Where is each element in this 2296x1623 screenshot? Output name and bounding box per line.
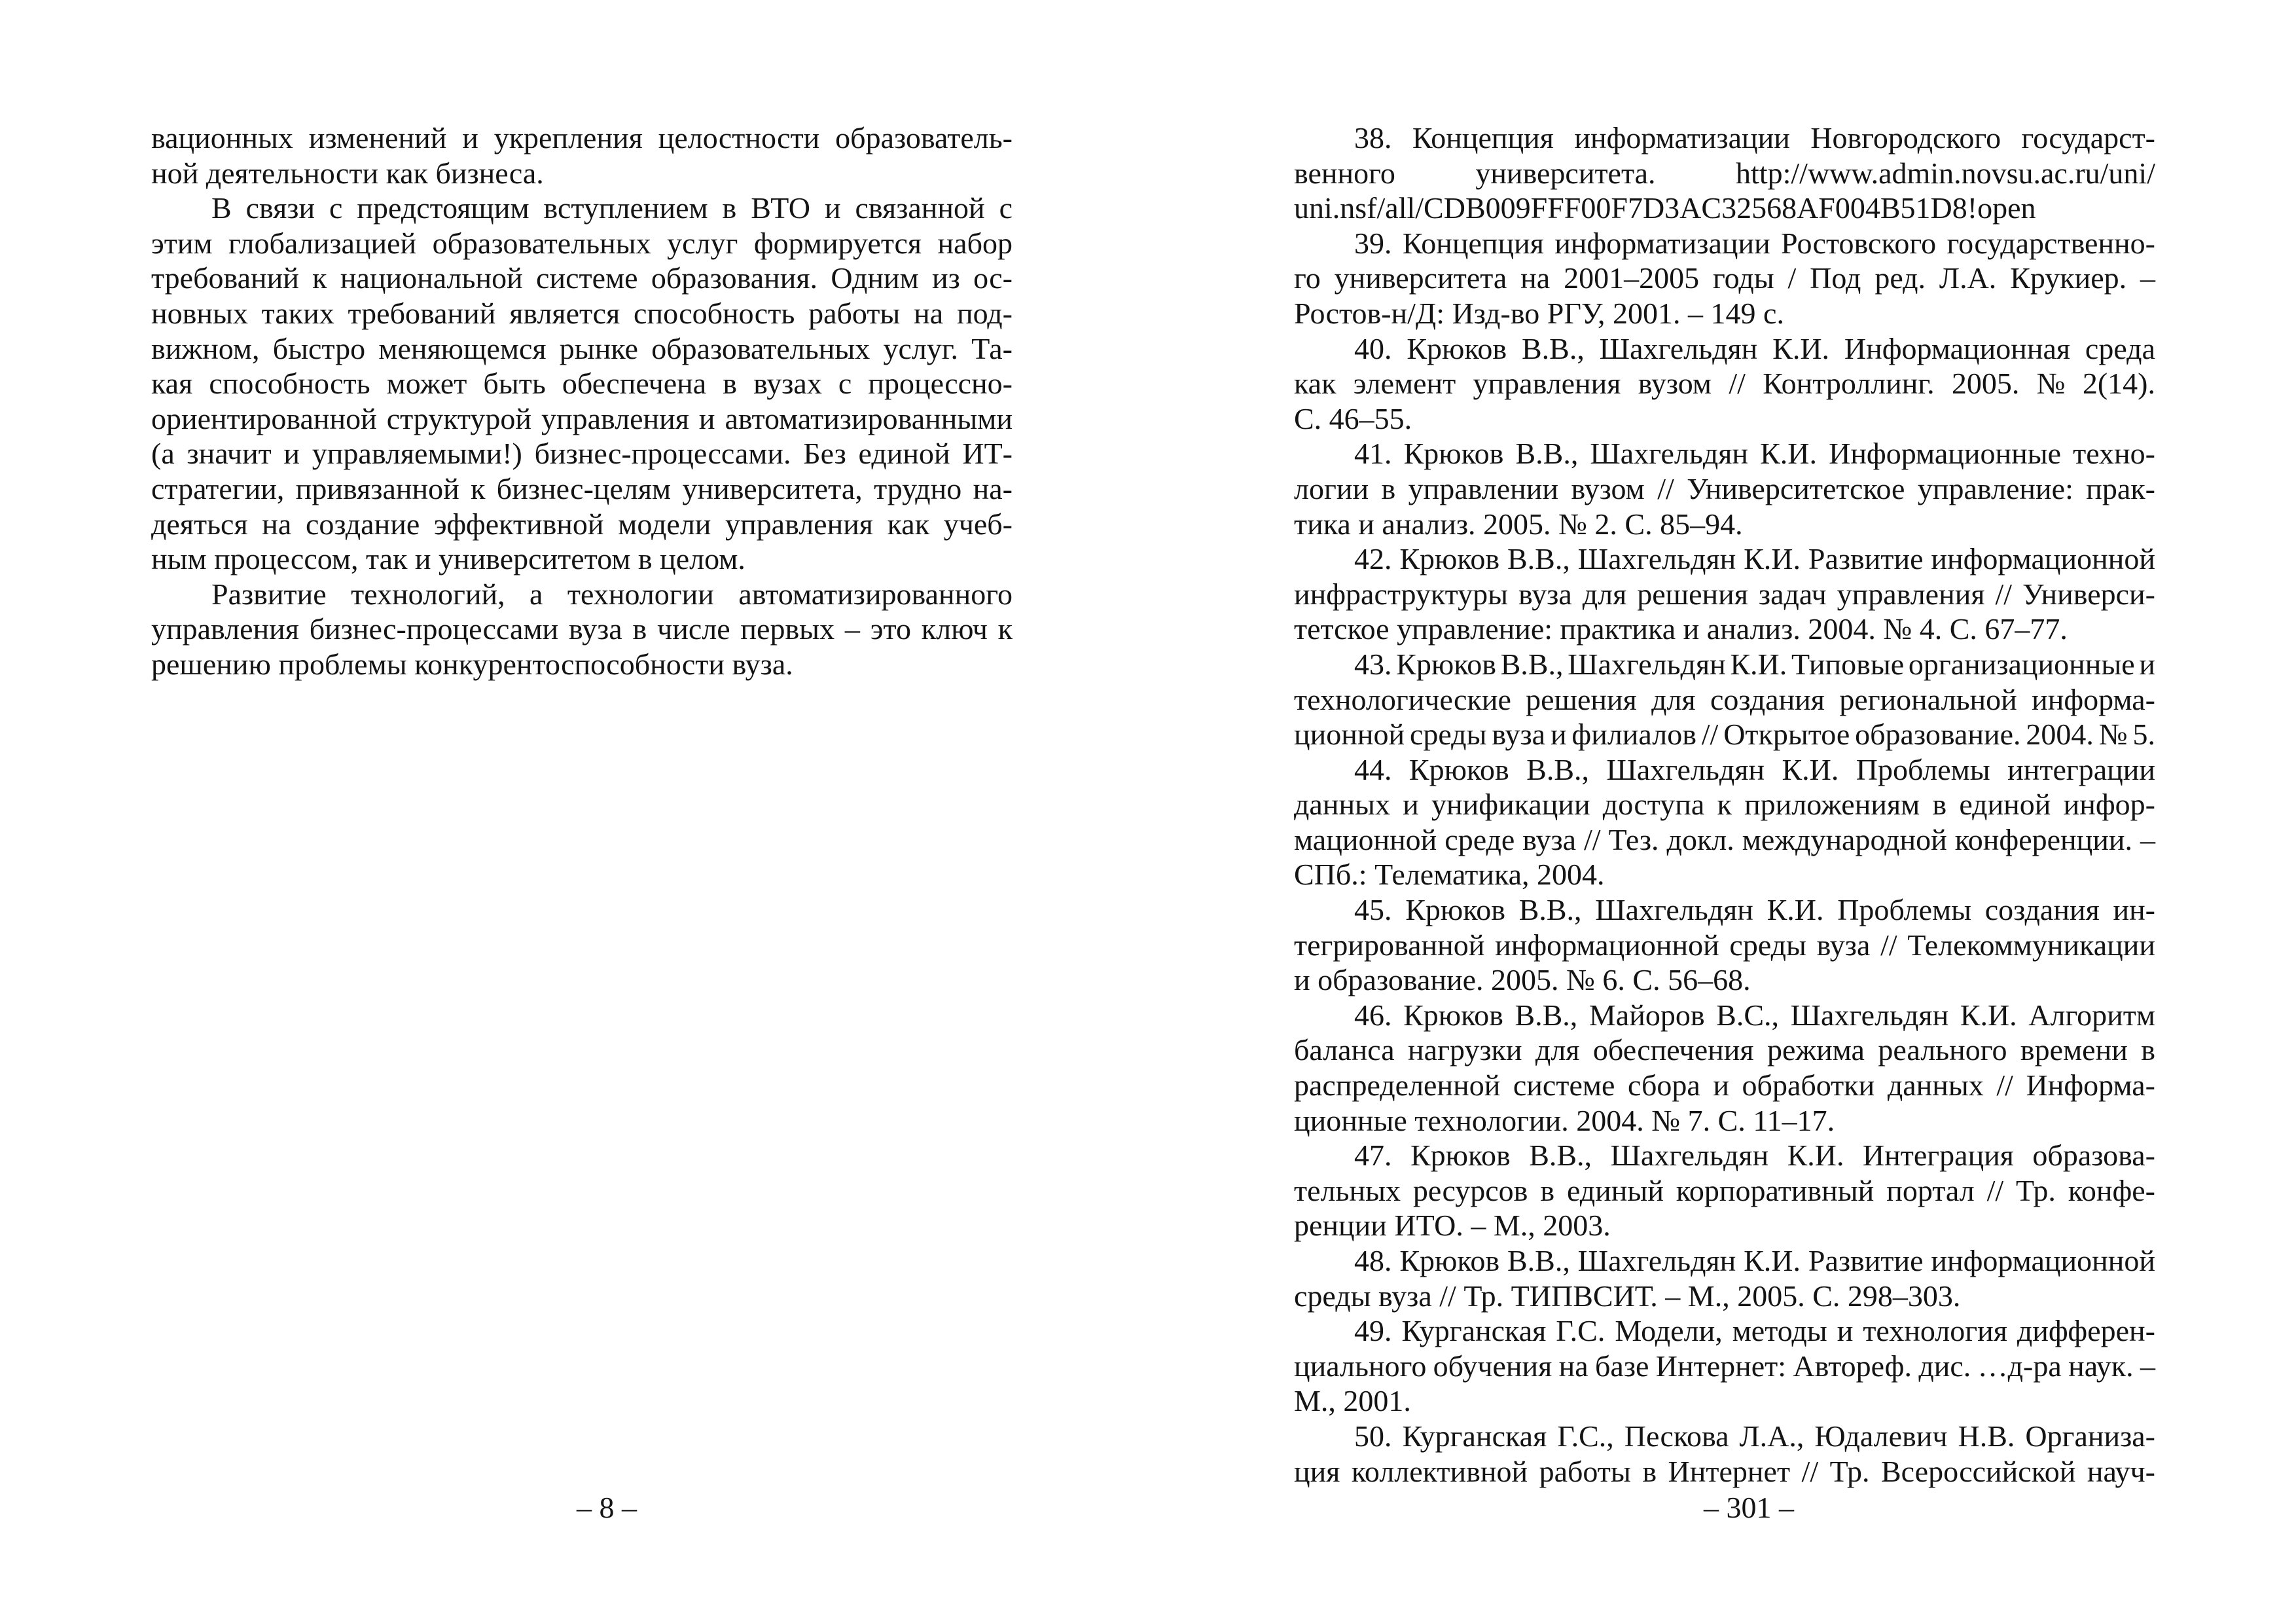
- text-line: [151, 471, 1013, 507]
- line-text: и образование. 2005. № 6. С. 56–68.: [1294, 963, 1751, 997]
- line-text: ориентированной структурой управления и автоматизированными: [151, 401, 1013, 435]
- paragraph: [151, 577, 1013, 682]
- text-line: [151, 647, 1013, 682]
- line-text: тетское управление: практика и анализ. 2004. № 4. С. 67–77.: [1294, 612, 2068, 646]
- line-text: стратегии, привязанной к бизнес-целям университета, трудно на-: [151, 471, 1013, 505]
- bibliography-entry: [1294, 226, 2155, 331]
- bibliography-entry: [1294, 1243, 2155, 1313]
- line-text: 50. Курганская Г.С., Пескова Л.А., Юдалевич Н.В. Организа-: [1354, 1419, 2155, 1453]
- line-text: го университета на 2001–2005 годы / Под ред. Л.А. Крукиер. –: [1294, 261, 2155, 295]
- line-text: баланса нагрузки для обеспечения режима реального времени в: [1294, 1033, 2155, 1067]
- bibliography-entry: [1294, 331, 2155, 437]
- text-line: [151, 261, 1013, 296]
- text-line: [1294, 471, 2155, 507]
- text-line: [151, 436, 1013, 471]
- text-line: [151, 296, 1013, 331]
- line-text: ция коллективной работы в Интернет // Тр. Всероссийской науч-: [1294, 1454, 2155, 1488]
- line-text: ной деятельности как бизнеса.: [151, 156, 544, 190]
- line-text: 48. Крюков В.В., Шахгельдян К.И. Развитие информационной: [1354, 1244, 2155, 1277]
- text-line: [1294, 1173, 2155, 1209]
- text-line: [1294, 1103, 2155, 1139]
- text-line: [1294, 120, 2155, 156]
- line-text: тегрированной информационной среды вуза // Телекоммуникации: [1294, 928, 2155, 962]
- line-text: 47. Крюков В.В., Шахгельдян К.И. Интеграция образова-: [1354, 1139, 2155, 1173]
- left-page-number: – 8 –: [577, 1491, 637, 1524]
- text-line: [1294, 261, 2155, 296]
- bibliography-entry: [1294, 436, 2155, 541]
- line-text: Развитие технологий, а технологии автоматизированного: [211, 577, 1013, 611]
- line-text: 38. Концепция информатизации Новгородского государст-: [1354, 121, 2155, 155]
- line-text: 43. Крюков В.В., Шахгельдян К.И. Типовые организационные и: [1354, 647, 2155, 681]
- line-text: 44. Крюков В.В., Шахгельдян К.И. Проблемы интеграции: [1354, 752, 2155, 786]
- line-text: uni.nsf/all/CDB009FFF00F7D3AC32568AF004B51D8!open: [1294, 191, 2036, 225]
- text-line: [1294, 296, 2155, 331]
- line-text: В связи с предстоящим вступлением в ВТО и связанной с: [211, 191, 1013, 225]
- text-line: [1294, 892, 2155, 928]
- text-line: [151, 401, 1013, 437]
- text-line: [1294, 717, 2155, 752]
- text-line: [1294, 1243, 2155, 1279]
- bibliography-entry: [1294, 647, 2155, 752]
- text-line: [1294, 857, 2155, 892]
- text-line: [1294, 1068, 2155, 1103]
- text-line: [151, 226, 1013, 261]
- line-text: 46. Крюков В.В., Майоров В.С., Шахгельдян К.И. Алгоритм: [1354, 998, 2155, 1032]
- line-text: логии в управлении вузом // Университетское управление: прак-: [1294, 471, 2155, 505]
- bibliography-entry: [1294, 1138, 2155, 1243]
- text-line: [151, 156, 1013, 191]
- text-line: [151, 366, 1013, 401]
- bibliography-entry: [1294, 892, 2155, 998]
- line-text: тика и анализ. 2005. № 2. С. 85–94.: [1294, 507, 1743, 541]
- line-text: 42. Крюков В.В., Шахгельдян К.И. Развитие информационной: [1354, 542, 2155, 576]
- line-text: как элемент управления вузом // Контроллинг. 2005. № 2(14).: [1294, 367, 2155, 401]
- bibliography-entry: [1294, 1313, 2155, 1419]
- right-page-bibliography: [1294, 120, 2155, 1489]
- line-text: инфраструктуры вуза для решения задач управления // Универси-: [1294, 577, 2155, 611]
- bibliography-entry: [1294, 752, 2155, 892]
- line-text: 41. Крюков В.В., Шахгельдян К.И. Информационные техно-: [1354, 437, 2155, 471]
- paragraph: [151, 120, 1013, 191]
- line-text: циального обучения на базе Интернет: Автореф. дис. …д-ра наук. –: [1294, 1349, 2155, 1383]
- line-text: С. 46–55.: [1294, 401, 1412, 435]
- text-line: [1294, 928, 2155, 963]
- text-line: [1294, 1032, 2155, 1068]
- line-text: 39. Концепция информатизации Ростовского государственно-: [1354, 226, 2155, 260]
- line-text: вижном, быстро меняющемся рынке образовательных услуг. Та-: [151, 331, 1013, 365]
- text-line: [1294, 577, 2155, 612]
- line-text: тельных ресурсов в единый корпоративный портал // Тр. конфе-: [1294, 1173, 2155, 1207]
- bibliography-entry: [1294, 998, 2155, 1138]
- right-page-number: – 301 –: [1704, 1491, 1794, 1524]
- text-line: [1294, 1313, 2155, 1349]
- line-text: 45. Крюков В.В., Шахгельдян К.И. Проблемы создания ин-: [1354, 893, 2155, 927]
- bibliography-entry: [1294, 541, 2155, 647]
- line-text: технологические решения для создания региональной информа-: [1294, 682, 2155, 716]
- text-line: [1294, 1279, 2155, 1314]
- text-line: [1294, 1208, 2155, 1243]
- text-line: [1294, 998, 2155, 1033]
- text-line: [151, 577, 1013, 612]
- line-text: распределенной системе сбора и обработки данных // Информа-: [1294, 1068, 2155, 1103]
- line-text: решению проблемы конкурентоспособности вуза.: [151, 647, 793, 681]
- text-line: [151, 611, 1013, 647]
- line-text: ным процессом, так и университетом в целом.: [151, 542, 745, 576]
- left-page-body-text: [151, 120, 1013, 682]
- text-line: [1294, 541, 2155, 577]
- line-text: кая способность может быть обеспечена в вузах с процессно-: [151, 367, 1013, 401]
- text-line: [1294, 226, 2155, 261]
- text-line: [1294, 436, 2155, 471]
- text-line: [1294, 507, 2155, 542]
- text-line: [1294, 331, 2155, 367]
- text-line: [151, 331, 1013, 367]
- line-text: СПб.: Телематика, 2004.: [1294, 858, 1605, 892]
- paragraph: [151, 191, 1013, 577]
- line-text: вационных изменений и укрепления целостности образователь-: [151, 121, 1013, 155]
- line-text: мационной среде вуза // Тез. докл. международной конференции. –: [1294, 822, 2155, 856]
- text-line: [1294, 366, 2155, 401]
- line-text: М., 2001.: [1294, 1384, 1411, 1418]
- line-text: ционные технологии. 2004. № 7. С. 11–17.: [1294, 1103, 1835, 1137]
- line-text: данных и унификации доступа к приложениям в единой инфор-: [1294, 788, 2155, 822]
- text-line: [1294, 191, 2155, 226]
- line-text: деяться на создание эффективной модели управления как учеб-: [151, 507, 1013, 541]
- line-text: среды вуза // Тр. ТИПВСИТ. – М., 2005. С. 298–303.: [1294, 1279, 1961, 1313]
- text-line: [151, 541, 1013, 577]
- text-line: [1294, 647, 2155, 682]
- text-line: [1294, 1383, 2155, 1419]
- text-line: [151, 120, 1013, 156]
- text-line: [1294, 611, 2155, 647]
- text-line: [1294, 156, 2155, 191]
- line-text: 49. Курганская Г.С. Модели, методы и технология дифферен-: [1354, 1314, 2155, 1348]
- text-line: [1294, 752, 2155, 788]
- bibliography-entry: [1294, 1419, 2155, 1489]
- text-line: [1294, 682, 2155, 718]
- text-line: [151, 191, 1013, 226]
- line-text: ренции ИТО. – М., 2003.: [1294, 1209, 1611, 1243]
- text-line: [1294, 787, 2155, 822]
- text-line: [1294, 1138, 2155, 1173]
- line-text: этим глобализацией образовательных услуг формируется набор: [151, 226, 1013, 260]
- line-text: (а значит и управляемыми!) бизнес-процессами. Без единой ИТ-: [151, 437, 1013, 471]
- line-text: требований к национальной системе образования. Одним из ос-: [151, 261, 1013, 295]
- line-text: новных таких требований является способность работы на под-: [151, 296, 1013, 330]
- text-line: [1294, 401, 2155, 437]
- text-line: [1294, 1419, 2155, 1454]
- line-text: Ростов-н/Д: Изд-во РГУ, 2001. – 149 с.: [1294, 296, 1784, 330]
- text-line: [1294, 822, 2155, 858]
- bibliography-entry: [1294, 120, 2155, 226]
- line-text: управления бизнес-процессами вуза в числе первых – это ключ к: [151, 612, 1013, 646]
- line-text: ционной среды вуза и филиалов // Открытое образование. 2004. № 5.: [1294, 718, 2155, 752]
- text-line: [151, 507, 1013, 542]
- text-line: [1294, 1349, 2155, 1384]
- line-text: венного университета. http://www.admin.novsu.ac.ru/uni/: [1294, 156, 2155, 190]
- text-line: [1294, 1454, 2155, 1489]
- line-text: 40. Крюков В.В., Шахгельдян К.И. Информационная среда: [1354, 331, 2155, 365]
- text-line: [1294, 962, 2155, 998]
